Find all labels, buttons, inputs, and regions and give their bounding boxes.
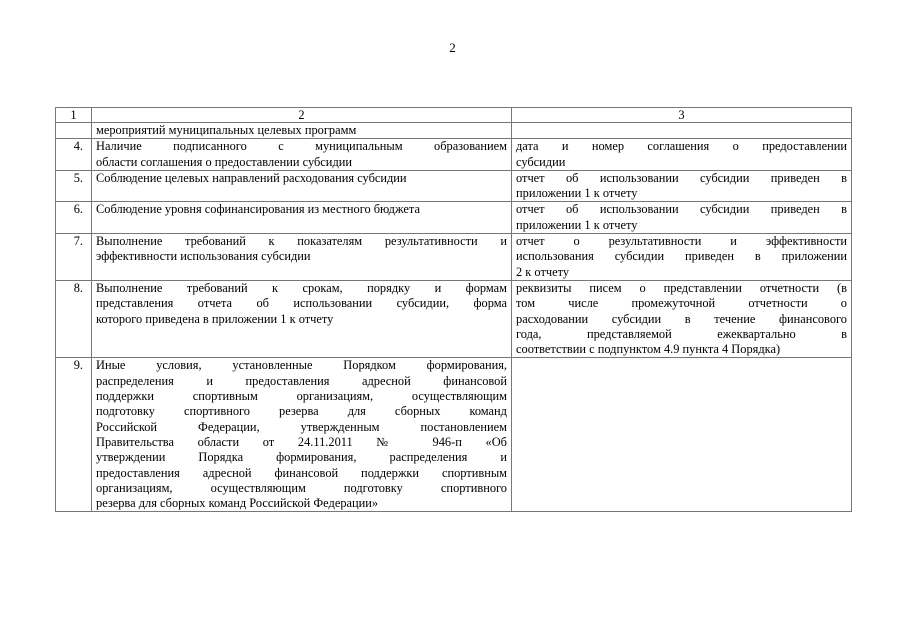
document-cell — [512, 280, 852, 357]
table-row — [56, 234, 852, 281]
cell-line: отчет об использовании субсидии приведен в — [516, 170, 847, 185]
table-row — [56, 139, 852, 171]
continuation-doc-cell — [512, 123, 852, 139]
document-cell — [512, 234, 852, 281]
cell-line: организациям, осуществляющим подготовку спортивного — [96, 480, 507, 495]
continuation-text: мероприятий муниципальных целевых программ — [92, 123, 512, 139]
cell-line: Наличие подписанного с муниципальным образованием — [96, 139, 507, 154]
cell-line: соответствии с подпунктом 4.9 пункта 4 Порядка) — [516, 342, 781, 357]
cell-line: эффективности использования субсидии — [96, 249, 311, 264]
cell-line: резерва для сборных команд Российской Федерации» — [96, 496, 379, 511]
condition-cell — [92, 234, 512, 281]
continuation-row — [56, 123, 852, 139]
document-cell — [512, 139, 852, 171]
cell-line: Выполнение требований к срокам, порядку и формам — [96, 280, 507, 295]
cell-line: предоставления адресной финансовой поддержки спортивным — [96, 465, 507, 480]
conditions-table — [55, 107, 852, 512]
cell-line: Иные условия, установленные Порядком формирования, — [96, 358, 507, 373]
cell-line: которого приведена в приложении 1 к отчету — [96, 311, 334, 326]
row-number: 6. — [56, 202, 92, 234]
row-number: 7. — [56, 234, 92, 281]
cell-line: года, представляемой ежеквартально в — [516, 326, 847, 341]
header-col-2: 2 — [92, 108, 512, 123]
cell-line: том числе промежуточной отчетности о — [516, 296, 847, 311]
cell-line: дата и номер соглашения о предоставлении — [516, 139, 847, 154]
cell-line: субсидии — [516, 154, 566, 169]
cell-line: отчет о результативности и эффективности — [516, 234, 847, 249]
row-number: 4. — [56, 139, 92, 171]
cell-line: представления отчета об использовании субсидии, форма — [96, 296, 507, 311]
cell-line: использования субсидии приведен в приложении — [516, 249, 847, 264]
cell-line: Выполнение требований к показателям результативности и — [96, 234, 507, 249]
cell-line: 2 к отчету — [516, 264, 570, 279]
row-number: 8. — [56, 280, 92, 357]
table-row — [56, 280, 852, 357]
condition-cell — [92, 280, 512, 357]
header-col-1: 1 — [56, 108, 92, 123]
row-number: 5. — [56, 170, 92, 202]
cell-line: области соглашения о предоставлении субсидии — [96, 154, 353, 169]
condition-cell — [92, 202, 512, 234]
condition-cell — [92, 170, 512, 202]
cell-line: приложении 1 к отчету — [516, 217, 638, 232]
cell-line: Российской Федерации, утвержденным постановлением — [96, 419, 507, 434]
cell-line: подготовку спортивного резерва для сборных команд — [96, 404, 507, 419]
document-cell — [512, 170, 852, 202]
cell-line: утверждении Порядка формирования, распределения и — [96, 450, 507, 465]
table-row — [56, 170, 852, 202]
document-cell — [512, 358, 852, 512]
cell-line: Соблюдение уровня софинансирования из местного бюджета — [96, 202, 420, 217]
table-row — [56, 358, 852, 512]
cell-line: реквизиты писем о представлении отчетности (в — [516, 280, 847, 295]
cell-line: распределения и предоставления адресной финансовой — [96, 373, 507, 388]
condition-cell — [92, 358, 512, 512]
page-number: 2 — [449, 40, 456, 55]
cell-line: отчет об использовании субсидии приведен в — [516, 202, 847, 217]
table-row — [56, 202, 852, 234]
cell-line: приложении 1 к отчету — [516, 186, 638, 201]
cell-line: Соблюдение целевых направлений расходования субсидии — [96, 170, 407, 185]
condition-cell — [92, 139, 512, 171]
header-col-3: 3 — [512, 108, 852, 123]
cell-line: поддержки спортивным организациям, осуществляющим — [96, 389, 507, 404]
cell-line: расходовании субсидии в течение финансового — [516, 311, 847, 326]
cell-line: Правительства области от 24.11.2011 № 946-п «Об — [96, 434, 507, 449]
continuation-num-cell — [56, 123, 92, 139]
table-header-row — [56, 108, 852, 123]
document-cell — [512, 202, 852, 234]
row-number: 9. — [56, 358, 92, 512]
